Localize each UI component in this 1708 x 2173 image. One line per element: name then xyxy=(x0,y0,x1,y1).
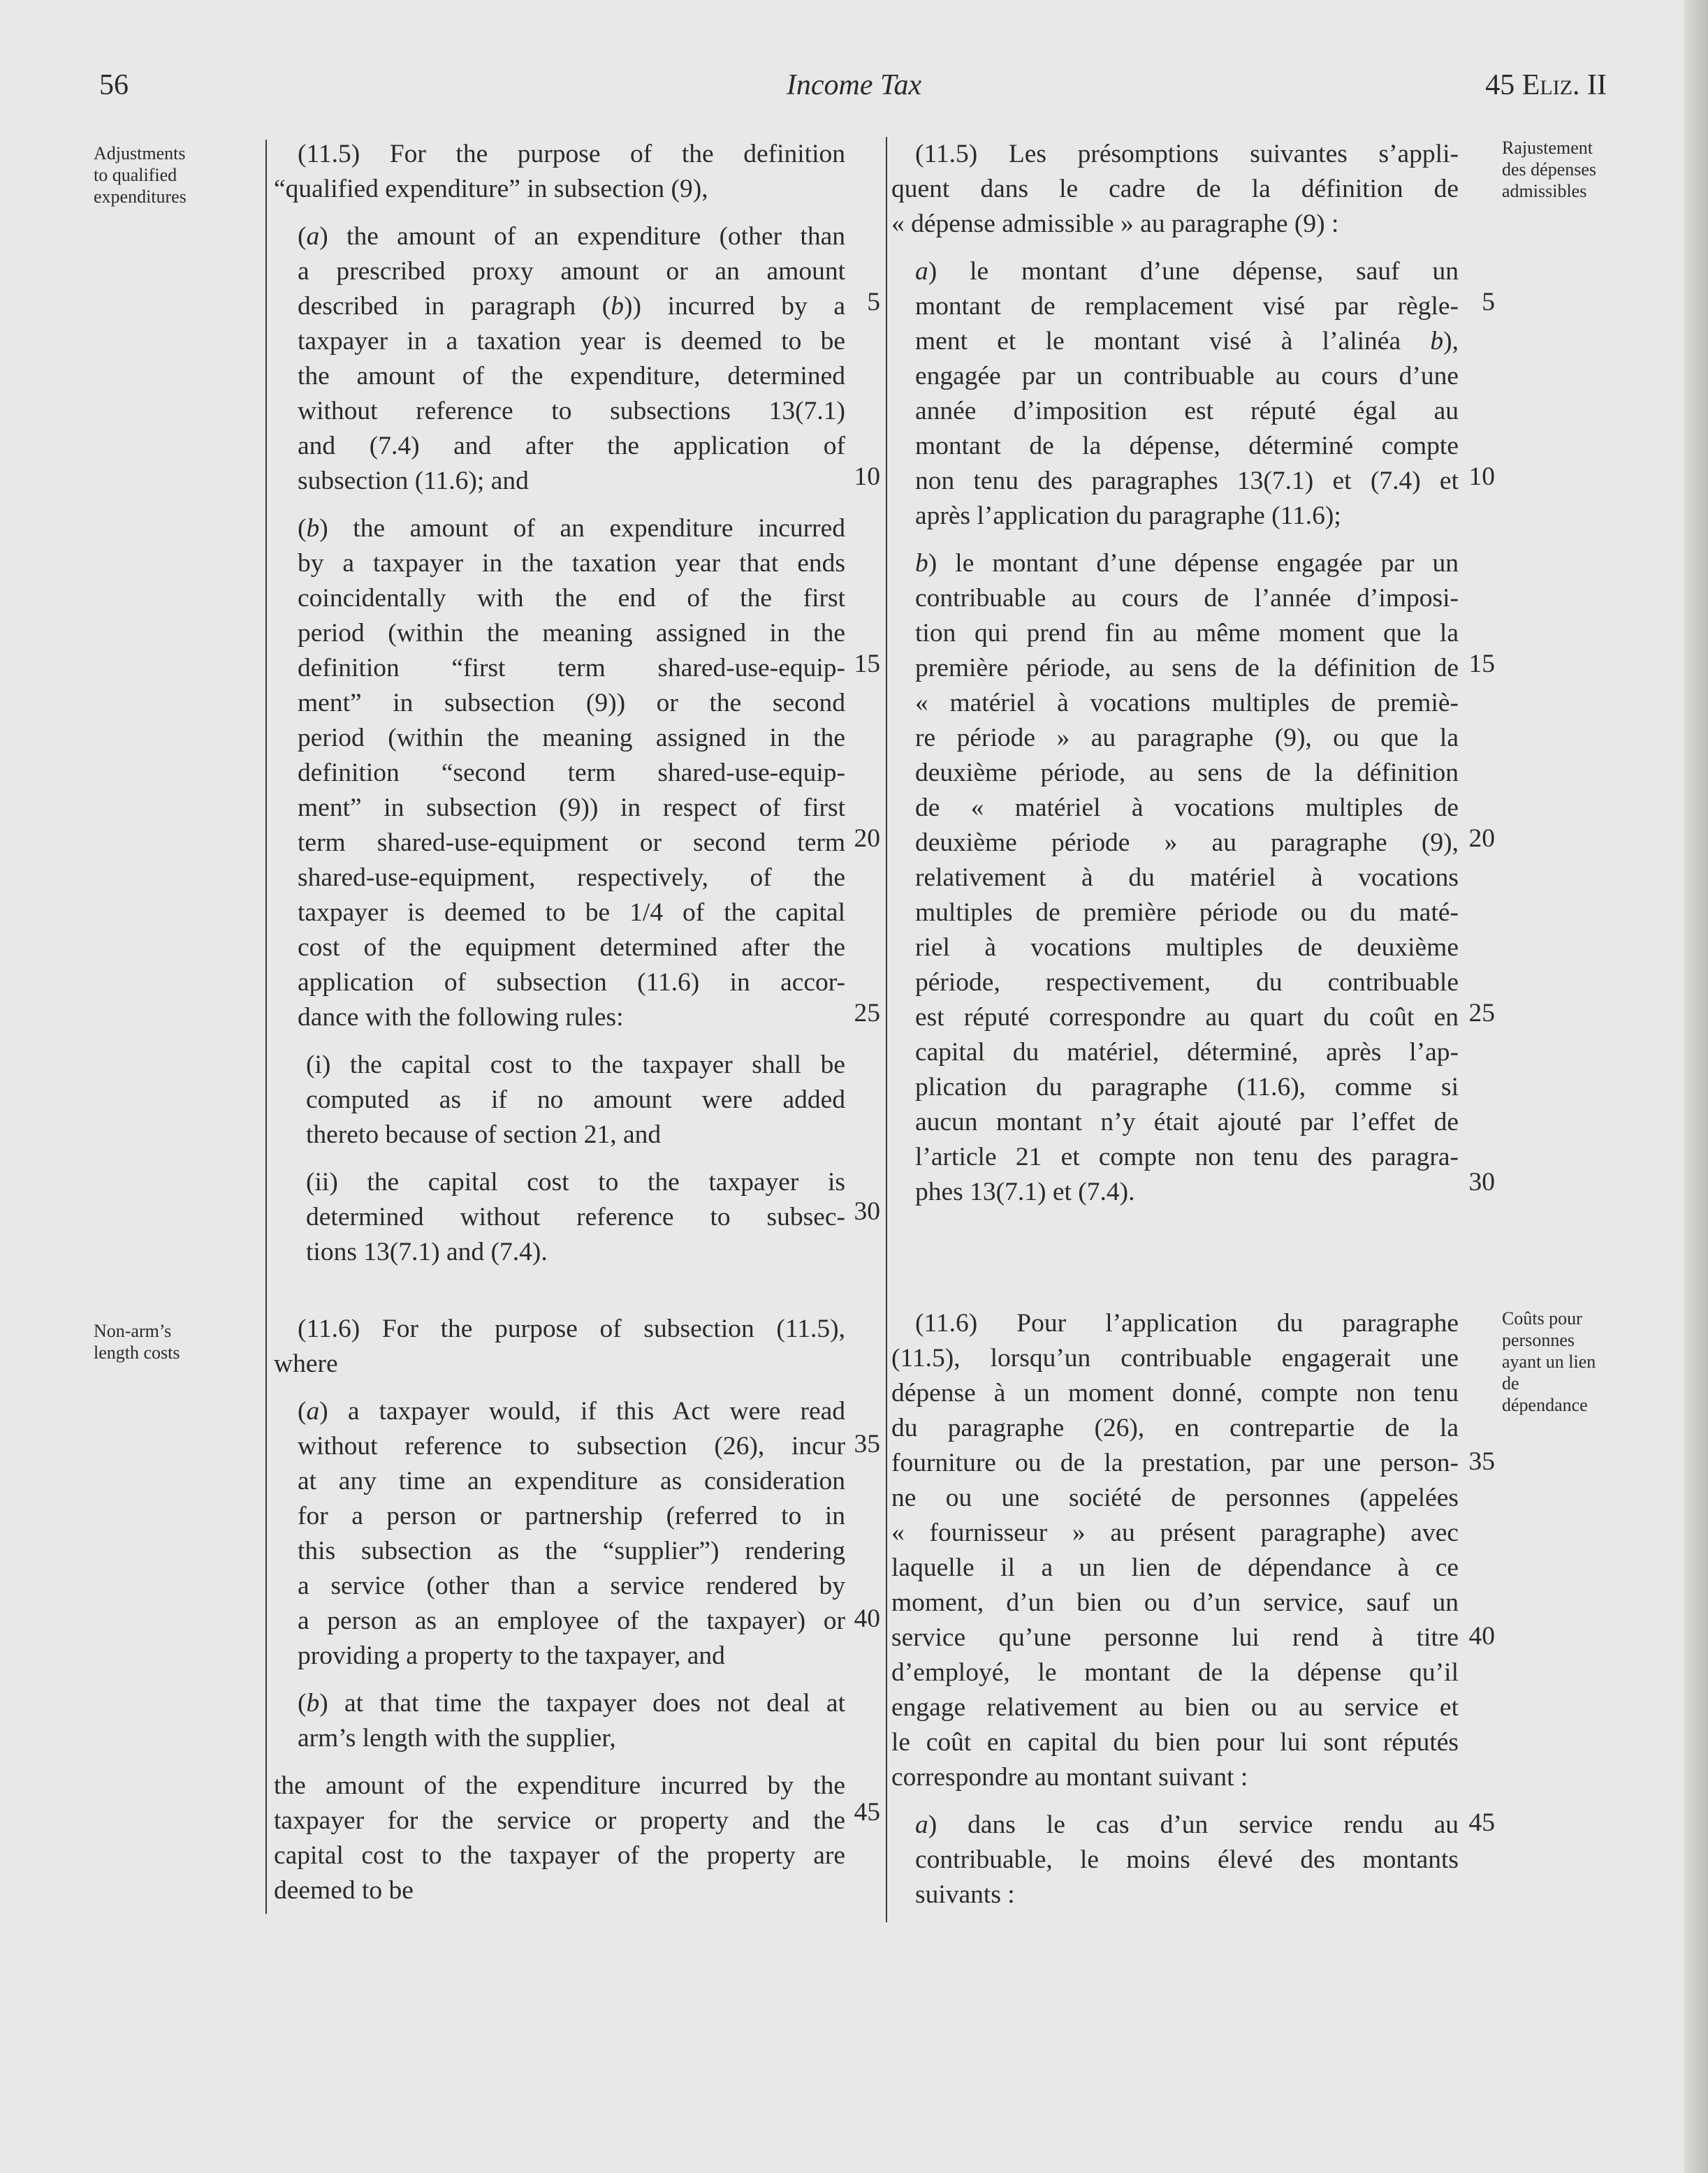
line-number: 35 xyxy=(854,1430,880,1458)
line-number: 30 xyxy=(854,1197,880,1226)
text-line: relativement à du matériel à vocations xyxy=(915,863,1459,892)
paragraph-gap xyxy=(891,1795,1459,1808)
text-line: taxpayer for the service or property and the xyxy=(274,1806,845,1835)
text-line: capital du matériel, déterminé, après l’ap- xyxy=(915,1038,1459,1067)
text-line: (11.6) Pour l’application du paragraphe xyxy=(915,1309,1459,1338)
text-line: a person as an employee of the taxpayer) or xyxy=(298,1607,845,1635)
text-line: contribuable, le moins élevé des montants xyxy=(915,1845,1459,1874)
text-line: « dépense admissible » au paragraphe (9) : xyxy=(891,210,1339,238)
text-line: thereto because of section 21, and xyxy=(306,1120,662,1149)
line-number: 15 xyxy=(1468,650,1495,678)
text-line: without reference to subsection (26), incur xyxy=(298,1432,845,1461)
text-line: moment, d’un bien ou d’un service, sauf un xyxy=(891,1588,1459,1617)
text-line: service qu’une personne lui rend à titre xyxy=(891,1623,1459,1652)
text-line: determined without reference to subsec- xyxy=(306,1203,845,1231)
text-line: taxpayer in a taxation year is deemed to be xyxy=(298,327,845,356)
text-line: a) le montant d’une dépense, sauf un xyxy=(915,257,1459,286)
text-line: by a taxpayer in the taxation year that ends xyxy=(298,549,845,578)
paragraph-gap xyxy=(274,1035,845,1048)
text-line: (11.6) For the purpose of subsection (11.5), xyxy=(298,1315,845,1343)
text-line: (11.5), lorsqu’un contribuable engagerait une xyxy=(891,1344,1459,1373)
text-line: b) le montant d’une dépense engagée par un xyxy=(915,549,1459,578)
text-line: deuxième période » au paragraphe (9), xyxy=(915,828,1459,857)
margin-note-adjustments: Adjustments to qualified expenditures xyxy=(94,143,187,207)
text-line: without reference to subsections 13(7.1) xyxy=(298,397,845,425)
line-number: 25 xyxy=(1468,999,1495,1027)
text-line: definition “first term shared-use-equip- xyxy=(298,654,845,682)
line-number: 10 xyxy=(1468,462,1495,491)
text-line: the amount of the expenditure, determined xyxy=(298,362,845,390)
column-rule-middle xyxy=(886,137,887,1922)
text-line: ment et le montant visé à l’alinéa b), xyxy=(915,327,1459,356)
line-number: 20 xyxy=(1468,824,1495,853)
paragraph-gap xyxy=(274,499,845,511)
text-line: du paragraphe (26), en contrepartie de la xyxy=(891,1414,1459,1442)
text-line: this subsection as the “supplier”) rendering xyxy=(298,1537,845,1565)
text-line: (ii) the capital cost to the taxpayer is xyxy=(306,1168,845,1197)
text-line: (b) at that time the taxpayer does not deal at xyxy=(298,1689,845,1718)
text-line: computed as if no amount were added xyxy=(306,1085,845,1114)
text-line: for a person or partnership (referred to in xyxy=(298,1502,845,1530)
text-line: cost of the equipment determined after the xyxy=(298,933,845,962)
text-line: le coût en capital du bien pour lui sont réputés xyxy=(891,1728,1459,1757)
text-line: riel à vocations multiples de deuxième xyxy=(915,933,1459,962)
text-line: première période, au sens de la définition de xyxy=(915,654,1459,682)
line-number: 5 xyxy=(867,288,880,316)
text-line: est réputé correspondre au quart du coût en xyxy=(915,1003,1459,1032)
text-line: laquelle il a un lien de dépendance à ce xyxy=(891,1553,1459,1582)
line-number: 10 xyxy=(854,462,880,491)
text-line: deuxième période, au sens de la définition xyxy=(915,759,1459,787)
text-line: (b) the amount of an expenditure incurred xyxy=(298,514,845,543)
line-number: 45 xyxy=(1468,1808,1495,1837)
volume-label: 45 ELIZ. II xyxy=(1485,69,1607,101)
text-line: de « matériel à vocations multiples de xyxy=(915,793,1459,822)
line-number: 30 xyxy=(1468,1168,1495,1197)
line-number: 25 xyxy=(854,999,880,1027)
text-line: a service (other than a service rendered by xyxy=(298,1572,845,1600)
text-line: contribuable au cours de l’année d’imposi- xyxy=(915,584,1459,613)
french-subsection-11-6 xyxy=(891,1306,1459,1912)
text-line: the amount of the expenditure incurred by the xyxy=(274,1771,845,1800)
text-line: where xyxy=(274,1349,338,1378)
text-line: fourniture ou de la prestation, par une person- xyxy=(891,1449,1459,1477)
text-line: described in paragraph (b)) incurred by a xyxy=(298,292,845,321)
english-subsection-11-5 xyxy=(274,137,845,1270)
text-line: (a) a taxpayer would, if this Act were read xyxy=(298,1397,845,1426)
text-line: montant de remplacement visé par règle- xyxy=(915,292,1459,321)
text-line: non tenu des paragraphes 13(7.1) et (7.4) et xyxy=(915,467,1459,495)
text-line: suivants : xyxy=(915,1880,1015,1909)
text-line: deemed to be xyxy=(274,1876,414,1905)
line-number: 45 xyxy=(854,1798,880,1827)
paragraph-gap xyxy=(274,1153,845,1165)
text-line: après l’application du paragraphe (11.6); xyxy=(915,502,1341,530)
french-subsection-11-5 xyxy=(891,137,1459,1210)
text-line: re période » au paragraphe (9), ou que la xyxy=(915,724,1459,752)
margin-note-non-arms-length: Non-arm’s length costs xyxy=(94,1321,180,1363)
text-line: engagée par un contribuable au cours d’une xyxy=(915,362,1459,390)
text-line: (11.5) Les présomptions suivantes s’appli- xyxy=(915,140,1459,168)
text-line: capital cost to the taxpayer of the property are xyxy=(274,1841,845,1870)
line-number: 20 xyxy=(854,824,880,853)
text-line: “qualified expenditure” in subsection (9), xyxy=(274,175,708,203)
text-line: providing a property to the taxpayer, and xyxy=(298,1641,725,1670)
running-title: Income Tax xyxy=(786,69,922,101)
text-line: phes 13(7.1) et (7.4). xyxy=(915,1178,1135,1206)
text-line: « fournisseur » au présent paragraphe) avec xyxy=(891,1519,1459,1547)
line-number: 15 xyxy=(854,650,880,678)
text-line: d’employé, le montant de la dépense qu’il xyxy=(891,1658,1459,1687)
text-line: « matériel à vocations multiples de premiè- xyxy=(915,689,1459,717)
text-line: l’article 21 et compte non tenu des paragra- xyxy=(915,1143,1459,1171)
text-line: multiples de première période ou du maté- xyxy=(915,898,1459,927)
text-line: année d’imposition est réputé égal au xyxy=(915,397,1459,425)
text-line: période, respectivement, du contribuable xyxy=(915,968,1459,997)
text-line: coincidentally with the end of the first xyxy=(298,584,845,613)
margin-note-couts-personnes: Coûts pour personnes ayant un lien de dépendance xyxy=(1502,1308,1596,1415)
text-line: ment” in subsection (9)) in respect of first xyxy=(298,793,845,822)
text-line: montant de la dépense, déterminé compte xyxy=(915,432,1459,460)
text-line: quent dans le cadre de la définition de xyxy=(891,175,1459,203)
text-line: subsection (11.6); and xyxy=(298,467,529,495)
text-line: at any time an expenditure as consideration xyxy=(298,1467,845,1495)
paragraph-gap xyxy=(891,242,1459,254)
paragraph-gap xyxy=(274,1756,845,1769)
text-line: (11.5) For the purpose of the definition xyxy=(298,140,845,168)
page-number: 56 xyxy=(99,69,129,101)
paragraph-gap xyxy=(274,1674,845,1686)
column-rule-left xyxy=(265,140,267,1914)
text-line: aucun montant n’y était ajouté par l’effet de xyxy=(915,1108,1459,1136)
line-number: 5 xyxy=(1482,288,1495,316)
text-line: correspondre au montant suivant : xyxy=(891,1763,1248,1792)
text-line: dance with the following rules: xyxy=(298,1003,624,1032)
text-line: ne ou une société de personnes (appelées xyxy=(891,1484,1459,1512)
text-line: definition “second term shared-use-equip- xyxy=(298,759,845,787)
english-subsection-11-6 xyxy=(274,1312,845,1908)
paragraph-gap xyxy=(274,1382,845,1394)
text-line: ment” in subsection (9)) or the second xyxy=(298,689,845,717)
text-line: period (within the meaning assigned in the xyxy=(298,619,845,647)
text-line: a) dans le cas d’un service rendu au xyxy=(915,1810,1459,1839)
text-line: a prescribed proxy amount or an amount xyxy=(298,257,845,286)
text-line: shared-use-equipment, respectively, of the xyxy=(298,863,845,892)
line-number: 35 xyxy=(1468,1447,1495,1476)
paragraph-gap xyxy=(891,534,1459,546)
text-line: tions 13(7.1) and (7.4). xyxy=(306,1238,548,1266)
line-number: 40 xyxy=(854,1604,880,1633)
text-line: and (7.4) and after the application of xyxy=(298,432,845,460)
text-line: term shared-use-equipment or second term xyxy=(298,828,845,857)
text-line: period (within the meaning assigned in the xyxy=(298,724,845,752)
text-line: (i) the capital cost to the taxpayer shall be xyxy=(306,1051,845,1079)
text-line: dépense à un moment donné, compte non tenu xyxy=(891,1379,1459,1407)
line-number: 40 xyxy=(1468,1622,1495,1651)
text-line: taxpayer is deemed to be 1/4 of the capital xyxy=(298,898,845,927)
paragraph-gap xyxy=(274,207,845,219)
text-line: engage relativement au bien ou au service et xyxy=(891,1693,1459,1722)
text-line: plication du paragraphe (11.6), comme si xyxy=(915,1073,1459,1102)
text-line: application of subsection (11.6) in accor- xyxy=(298,968,845,997)
text-line: tion qui prend fin au même moment que la xyxy=(915,619,1459,647)
margin-note-rajustement: Rajustement des dépenses admissibles xyxy=(1502,138,1597,201)
text-line: (a) the amount of an expenditure (other than xyxy=(298,222,845,251)
text-line: arm’s length with the supplier, xyxy=(298,1724,616,1753)
page-edge-shadow xyxy=(1684,0,1708,2173)
